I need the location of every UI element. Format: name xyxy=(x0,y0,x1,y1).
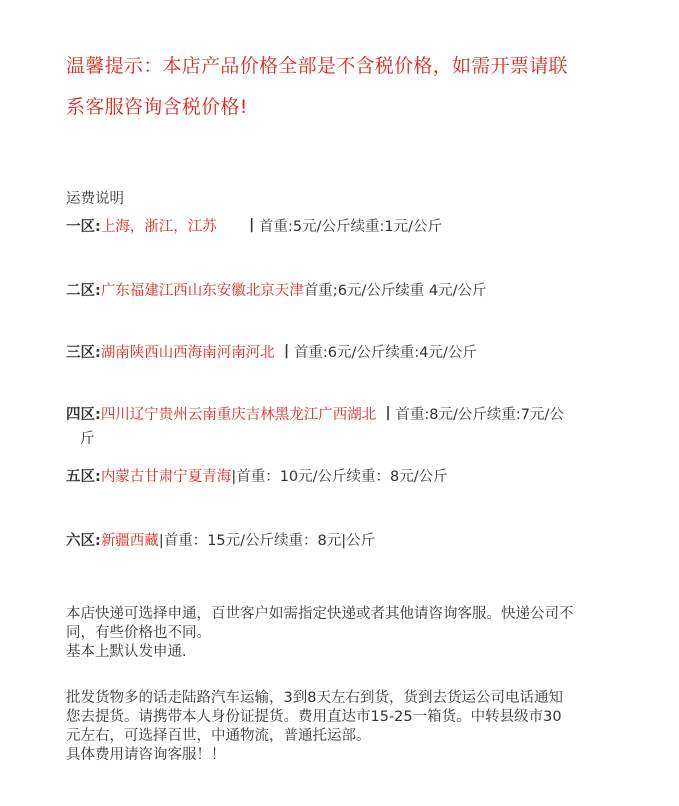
zone-row-5 xyxy=(66,466,631,488)
express-info-line-1: 本店快递可选择申通，百世客户如需指定快递或者其他请咨询客服。快递公司不 xyxy=(66,606,574,622)
zone-code: 二区: xyxy=(66,283,101,299)
zone-rate: 首重:6元/公斤续重:4元/公斤 xyxy=(293,345,477,361)
zone-row-4 xyxy=(66,404,631,450)
zone-regions: 内蒙古甘肃宁夏青海 xyxy=(100,469,232,485)
wholesale-info-line-3: 元左右，可选择百世，中通物流，普通托运部。 xyxy=(66,728,371,744)
express-info xyxy=(66,605,631,662)
zone-code: 三区: xyxy=(66,345,101,361)
zone-regions: 新疆西藏 xyxy=(100,533,159,549)
wholesale-info-line-2: 您去提货。请携带本人身份证提货。费用直达市15-25一箱货。中转县级市30 xyxy=(66,709,562,725)
zone-rate: 首重:8元/公斤续重:7元/公 xyxy=(395,407,564,423)
zone-code: 六区: xyxy=(66,533,101,549)
zone-row-1 xyxy=(66,216,631,238)
wholesale-info-line-4: 具体费用请咨询客服！！ xyxy=(66,747,226,763)
zone-rate: |首重：15元/公斤续重：8元|公斤 xyxy=(158,533,376,549)
express-info-line-2: 同，有些价格也不同。 xyxy=(66,625,211,641)
zone-code: 五区: xyxy=(66,469,101,485)
zone-rate-continued: 斤 xyxy=(80,431,95,447)
zone-regions: 湖南陕西山西海南河南河北 xyxy=(100,345,275,361)
express-info-line-3: 基本上默认发申通. xyxy=(66,644,187,660)
zone-row-3 xyxy=(66,342,631,364)
wholesale-info xyxy=(66,689,631,765)
zone-row-2 xyxy=(66,280,631,302)
zone-separator: 丨 xyxy=(244,219,259,235)
zone-code: 一区: xyxy=(66,219,101,235)
zone-row-6 xyxy=(66,530,631,552)
wholesale-info-line-1: 批发货物多的话走陆路汽车运输，3到8天左右到货，货到去货运公司电话通知 xyxy=(66,690,563,706)
zone-rate: 首重;6元/公斤续重 4元/公斤 xyxy=(303,283,487,299)
zone-code: 四区: xyxy=(66,407,101,423)
zone-rate: 首重:5元/公斤续重:1元/公斤 xyxy=(258,219,442,235)
zone-separator: 丨 xyxy=(380,407,396,423)
price-notice xyxy=(66,46,626,128)
price-notice-line-2: 系客服咨询含税价格! xyxy=(66,96,248,118)
zone-separator: 丨 xyxy=(279,345,294,361)
zone-regions: 上海，浙江，江苏 xyxy=(100,219,217,235)
price-notice-line-1: 温馨提示：本店产品价格全部是不含税价格，如需开票请联 xyxy=(66,55,568,77)
zone-regions: 四川辽宁贵州云南重庆吉林黑龙江广西湖北 xyxy=(100,407,377,423)
zone-regions: 广东福建江西山东安徽北京天津 xyxy=(100,283,304,299)
shipping-title: 运费说明 xyxy=(66,191,124,207)
zone-rate: |首重：10元/公斤续重：8元/公斤 xyxy=(231,469,448,485)
